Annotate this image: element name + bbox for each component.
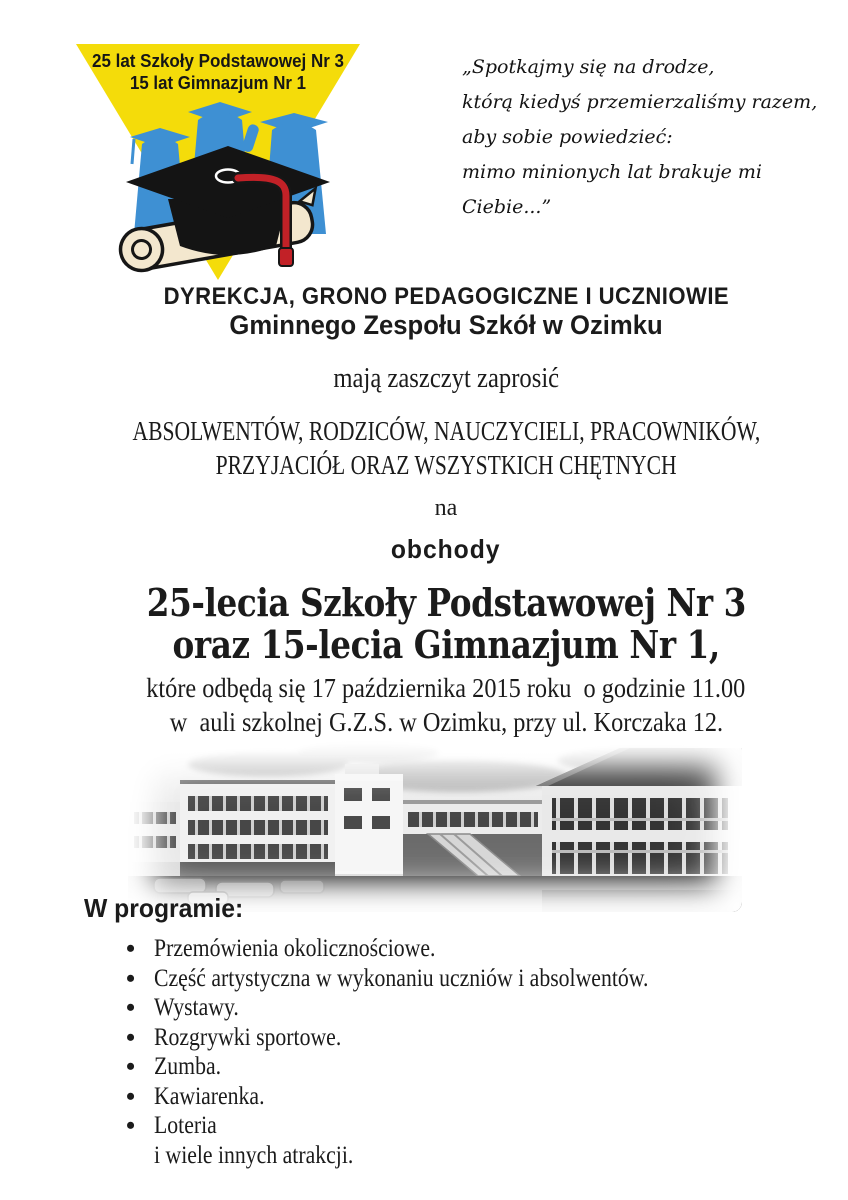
organizer-line1: DYREKCJA, GRONO PEDAGOGICZNE I UCZNIOWIE: [163, 283, 729, 310]
program-section: [84, 893, 784, 1170]
program-item: • Loteria: [84, 1111, 784, 1141]
photo-fade-edge: [128, 740, 742, 912]
quote-line: mimo minionych lat brakuje mi Ciebie...”: [462, 161, 762, 218]
program-heading: W programie:: [84, 893, 244, 923]
logo-line1: 25 lat Szkoły Podstawowej Nr 3: [92, 50, 344, 71]
event-title-line2: oraz 15-lecia Gimnazjum Nr 1,: [172, 622, 720, 667]
logo-graphic: [68, 34, 368, 284]
audience-line1: ABSOLWENTÓW, RODZICÓW, NAUCZYCIELI, PRACOWNIKÓW,: [132, 416, 760, 446]
preposition-na: na: [434, 495, 458, 521]
audience-line2: PRZYJACIÓŁ ORAZ WSZYSTKICH CHĘTNYCH: [215, 450, 677, 480]
logo-line2: 15 lat Gimnazjum Nr 1: [130, 72, 306, 93]
program-item: • Rozgrywki sportowe.: [84, 1023, 784, 1053]
event-details-line2: w auli szkolnej G.Z.S. w Ozimku, przy ul. Korczaka 12.: [169, 707, 723, 737]
program-list: [84, 934, 784, 1141]
opening-quote: [462, 50, 832, 225]
school-building-photo: [128, 740, 742, 912]
program-footer: i wiele innych atrakcji.: [154, 1141, 354, 1169]
quote-line: którą kiedyś przemierzaliśmy razem,: [462, 91, 818, 113]
event-word: obchody: [391, 534, 501, 564]
program-item: • Część artystyczna w wykonaniu uczniów i absolwentów.: [84, 964, 784, 994]
event-title-line1: 25-lecia Szkoły Podstawowej Nr 3: [146, 580, 746, 625]
program-item: • Kawiarenka.: [84, 1082, 784, 1112]
invitation-line: mają zaszczyt zaprosić: [333, 363, 559, 394]
organizer-line2: Gminnego Zespołu Szkół w Ozimku: [229, 310, 663, 340]
quote-line: „Spotkajmy się na drodze,: [462, 56, 715, 78]
school-anniversary-logo: [68, 34, 368, 284]
quote-line: aby sobie powiedzieć:: [462, 126, 673, 148]
program-item: • Przemówienia okolicznościowe.: [84, 934, 784, 964]
program-item: • Zumba.: [84, 1052, 784, 1082]
event-details-line1: które odbędą się 17 października 2015 roku o godzinie 11.00: [146, 673, 746, 703]
program-item: • Wystawy.: [84, 993, 784, 1023]
